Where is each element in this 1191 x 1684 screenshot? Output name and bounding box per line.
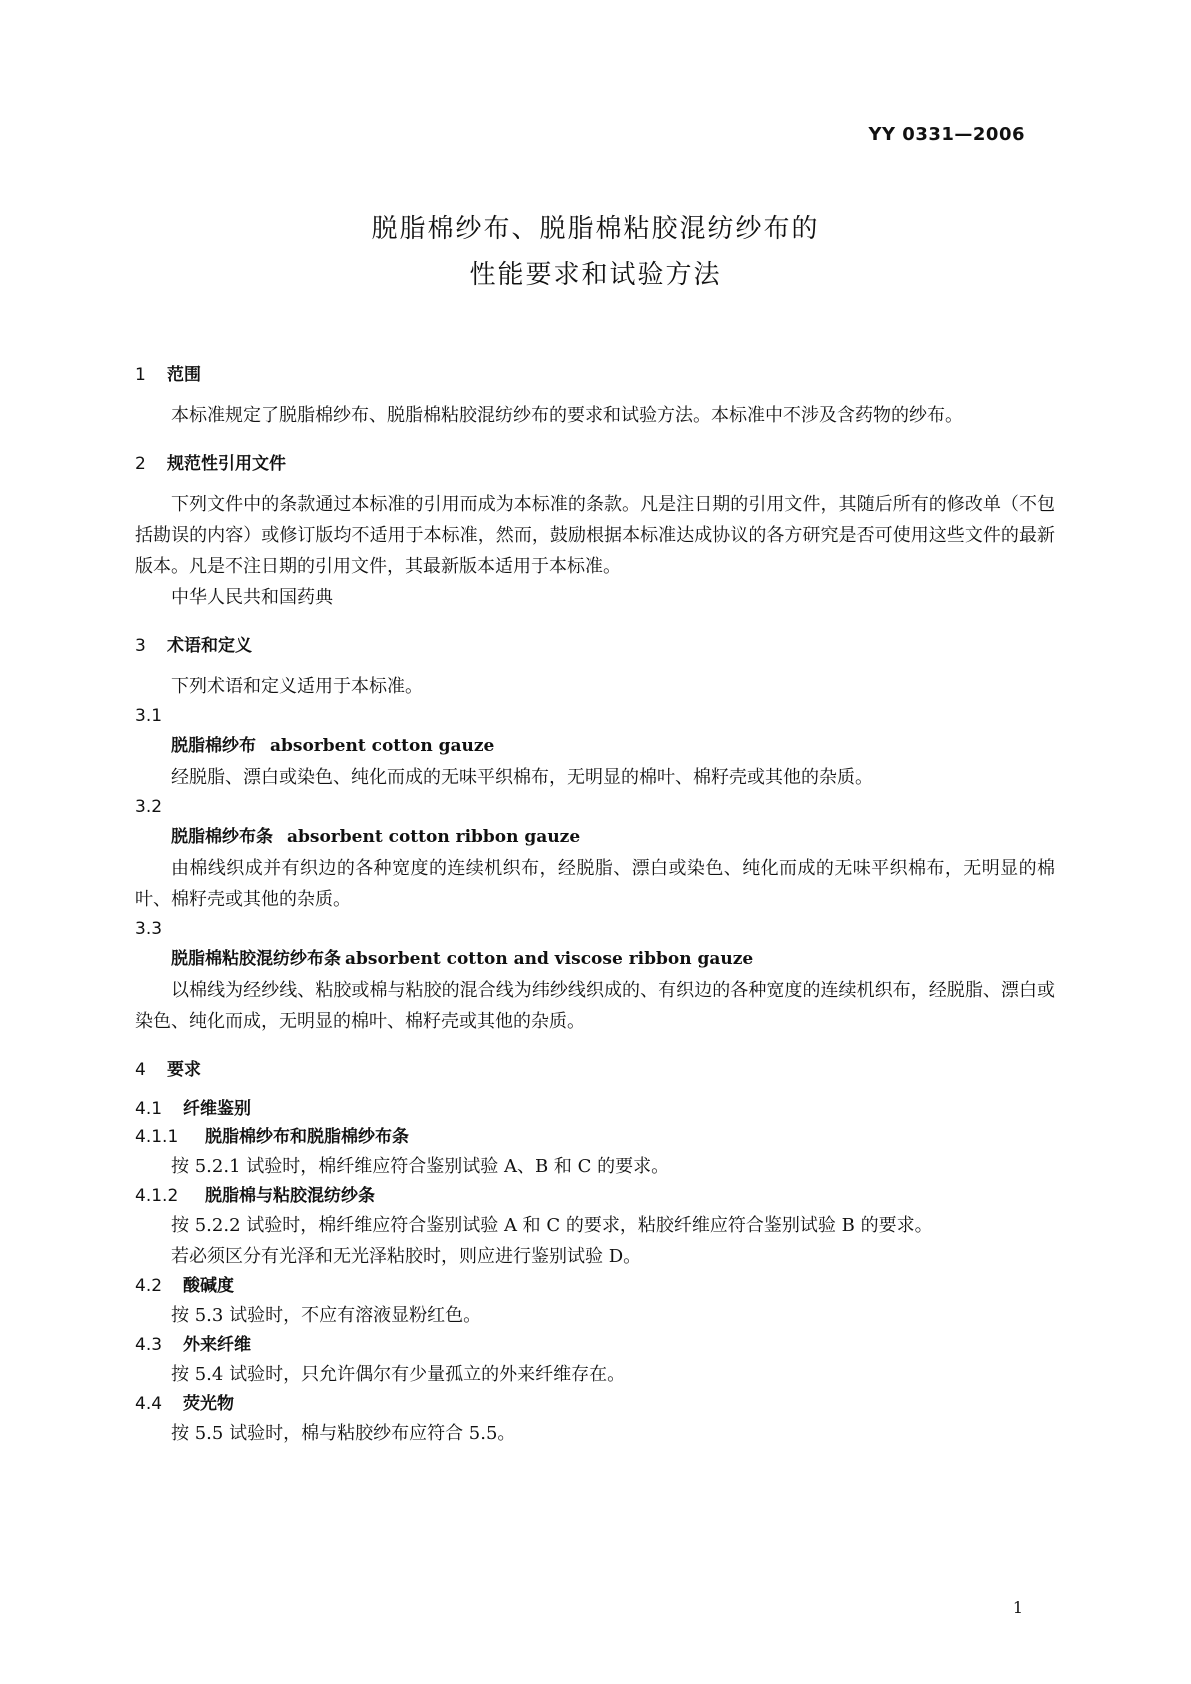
subsection-4-1-1-heading <box>135 1123 1055 1151</box>
term-definition: 由棉线织成并有织边的各种宽度的连续机织布，经脱脂、漂白或染色、纯化而成的无味平织棉布，无明显的棉叶、棉籽壳或其他的杂质。 <box>135 858 1055 910</box>
section-number: 1 <box>135 365 146 385</box>
term-zh: 脱脂棉纱布条 <box>171 827 273 847</box>
subsection-4-4-heading <box>135 1390 1055 1418</box>
section-title: 范围 <box>167 365 201 385</box>
term-zh: 脱脂棉粘胶混纺纱布条 <box>171 949 341 969</box>
title-line-1: 脱脂棉纱布、脱脂棉粘胶混纺纱布的 <box>371 214 820 244</box>
section-number: 2 <box>135 454 146 474</box>
document-title <box>0 206 1191 298</box>
term-en: absorbent cotton gauze <box>270 736 495 756</box>
subsection-title: 脱脂棉与粘胶混纺纱条 <box>205 1186 375 1206</box>
subsection-title: 脱脂棉纱布和脱脂棉纱布条 <box>205 1127 409 1147</box>
subsection-title: 纤维鉴别 <box>183 1099 251 1119</box>
term-definition: 经脱脂、漂白或染色、纯化而成的无味平织棉布，无明显的棉叶、棉籽壳或其他的杂质。 <box>171 767 873 788</box>
normative-references-paragraph: 下列文件中的条款通过本标准的引用而成为本标准的条款。凡是注日期的引用文件，其随后所有的修改单（不包括勘误的内容）或修订版均不适用于本标准，然而，鼓励根据本标准达成协议的各方研究是否可使用这些文件的最新版本。凡是不注日期的引用文件，其最新版本适用于本标准。 <box>135 494 1055 577</box>
scope-paragraph: 本标准规定了脱脂棉纱布、脱脂棉粘胶混纺纱布的要求和试验方法。本标准中不涉及含药物的纱布。 <box>171 405 963 426</box>
term-en: absorbent cotton ribbon gauze <box>287 827 581 847</box>
subsection-4-1-2-heading <box>135 1182 1055 1210</box>
section-number: 3 <box>135 636 146 656</box>
subsection-4-3-heading <box>135 1331 1055 1359</box>
subsection-number: 4.1.2 <box>135 1186 179 1206</box>
section-number: 4 <box>135 1060 146 1080</box>
section-title: 术语和定义 <box>167 636 252 656</box>
term-en: absorbent cotton and viscose ribbon gauze <box>345 949 754 969</box>
term-definition: 以棉线为经纱线、粘胶或棉与粘胶的混合线为纬纱线织成的、有织边的各种宽度的连续机织布，经脱脂、漂白或染色、纯化而成，无明显的棉叶、棉籽壳或其他的杂质。 <box>135 980 1055 1032</box>
subsection-4-2-heading <box>135 1272 1055 1300</box>
requirement-paragraph: 按 5.2.2 试验时，棉纤维应符合鉴别试验 A 和 C 的要求，粘胶纤维应符合鉴别试验 B 的要求。 <box>171 1215 933 1236</box>
subsection-4-1-heading <box>135 1095 1055 1123</box>
subsection-number: 4.3 <box>135 1335 163 1355</box>
section-4-heading <box>135 1055 1055 1085</box>
requirement-paragraph: 按 5.3 试验时，不应有溶液显粉红色。 <box>171 1305 482 1326</box>
page-number: 1 <box>1012 1598 1023 1617</box>
subsection-title: 酸碱度 <box>183 1276 234 1296</box>
section-title: 要求 <box>167 1060 201 1080</box>
subsection-title: 荧光物 <box>183 1394 234 1414</box>
subsection-number: 4.4 <box>135 1394 163 1414</box>
subsection-title: 外来纤维 <box>183 1335 251 1355</box>
section-2-heading <box>135 449 1055 479</box>
term-number: 3.2 <box>135 797 163 817</box>
subsection-number: 4.1.1 <box>135 1127 179 1147</box>
document-body <box>135 360 1055 1449</box>
title-line-2: 性能要求和试验方法 <box>469 260 722 290</box>
reference-item: 中华人民共和国药典 <box>171 587 333 608</box>
term-number: 3.3 <box>135 919 163 939</box>
subsection-number: 4.2 <box>135 1276 163 1296</box>
requirement-paragraph: 若必须区分有光泽和无光泽粘胶时，则应进行鉴别试验 D。 <box>171 1246 642 1267</box>
requirement-paragraph: 按 5.2.1 试验时，棉纤维应符合鉴别试验 A、B 和 C 的要求。 <box>171 1156 670 1177</box>
subsection-number: 4.1 <box>135 1099 163 1119</box>
term-number: 3.1 <box>135 706 163 726</box>
requirement-paragraph: 按 5.5 试验时，棉与粘胶纱布应符合 5.5。 <box>171 1423 516 1444</box>
term-zh: 脱脂棉纱布 <box>171 736 256 756</box>
section-3-heading <box>135 631 1055 661</box>
term-entry <box>135 730 1055 762</box>
term-entry <box>135 821 1055 853</box>
standard-code: YY 0331—2006 <box>868 124 1025 145</box>
terms-intro: 下列术语和定义适用于本标准。 <box>171 676 423 697</box>
section-title: 规范性引用文件 <box>167 454 286 474</box>
term-entry <box>135 943 1055 975</box>
section-1-heading <box>135 360 1055 390</box>
requirement-paragraph: 按 5.4 试验时，只允许偶尔有少量孤立的外来纤维存在。 <box>171 1364 626 1385</box>
